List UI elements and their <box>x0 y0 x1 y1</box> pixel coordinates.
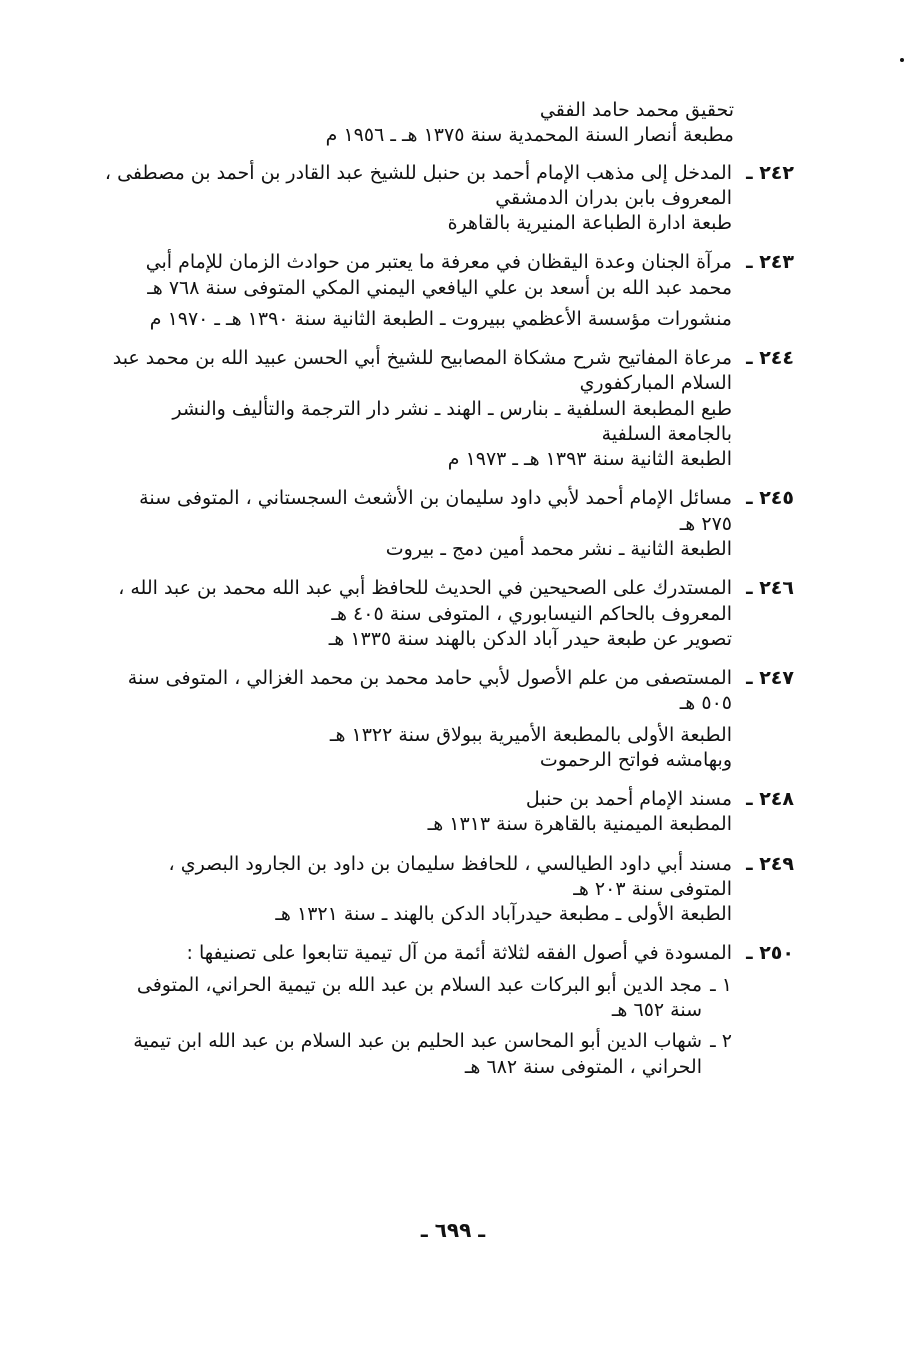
entry-title: مسائل الإمام أحمد لأبي داود سليمان بن الأشعث السجستاني ، المتوفى سنة ٢٧٥ هـ <box>139 487 732 535</box>
bibliography-entry-245 <box>104 486 794 562</box>
intro-line: مطبعة أنصار السنة المحمدية سنة ١٣٧٥ هـ ـ ١٩٥٦ م <box>325 124 734 147</box>
sub-entry-number: ٢ ـ <box>710 1030 732 1053</box>
bibliography-entry-250 <box>104 941 794 1079</box>
sub-entry-text: شهاب الدين أبو المحاسن عبد الحليم بن عبد السلام بن عبد الله ابن تيمية الحراني ، المتوفى سنة ٦٨٢ هـ <box>133 1030 702 1078</box>
entry-title: مسند أبي داود الطيالسي ، للحافظ سليمان بن داود بن الجارود البصري ، المتوفى سنة ٢٠٣ هـ <box>168 852 732 900</box>
entry-number: ٢٤٨ ـ <box>746 788 794 811</box>
entry-number: ٢٤٤ ـ <box>746 347 794 370</box>
entry-number: ٢٤٣ ـ <box>746 251 794 274</box>
entry-edition: الطبعة الثانية ـ نشر محمد أمين دمج ـ بيروت <box>385 537 732 560</box>
sub-entry-number: ١ ـ <box>710 973 732 996</box>
bibliography-entry-242 <box>104 161 794 237</box>
entry-number: ٢٤٩ ـ <box>746 852 794 875</box>
entry-edition: طبع المطبعة السلفية ـ بنارس ـ الهند ـ نشر دار الترجمة والتأليف والنشر بالجامعة السلفية <box>172 397 732 445</box>
entry-note: وبهامشه فواتح الرحموت <box>539 748 732 771</box>
entry-title: المستدرك على الصحيحين في الحديث للحافظ أبي عبد الله محمد بن عبد الله ، المعروف بالحاكم النيسابوري ، المتوفى سنة ٤٠٥ هـ <box>118 577 732 625</box>
entry-edition: منشورات مؤسسة الأعظمي ببيروت ـ الطبعة الثانية سنة ١٣٩٠ هـ ـ ١٩٧٠ م <box>149 307 732 330</box>
bibliography-entry-247 <box>104 666 794 773</box>
entry-title: المسودة في أصول الفقه لثلاثة أئمة من آل تيمية تتابعوا على تصنيفها : <box>186 942 732 965</box>
corner-mark <box>900 58 904 62</box>
entry-title: مسند الإمام أحمد بن حنبل <box>525 788 732 811</box>
entry-number: ٢٤٧ ـ <box>746 667 794 690</box>
bibliography-entry-249 <box>104 852 794 928</box>
sub-entry <box>104 973 732 1024</box>
entry-number: ٢٥٠ ـ <box>746 942 794 965</box>
page-number: ـ ٦٩٩ ـ <box>420 1218 486 1242</box>
entry-edition: طبعة ادارة الطباعة المنيرية بالقاهرة <box>447 212 732 235</box>
sub-entry <box>104 1029 732 1080</box>
intro-line: تحقيق محمد حامد الفقي <box>539 99 734 121</box>
bibliography-entry-248 <box>104 787 794 838</box>
entry-number: ٢٤٢ ـ <box>746 161 794 184</box>
sub-entry-text: مجد الدين أبو البركات عبد السلام بن عبد الله بن تيمية الحراني، المتوفى سنة ٦٥٢ هـ <box>136 973 702 1021</box>
entry-title: مرآة الجنان وعدة اليقظان في معرفة ما يعتبر من حوادث الزمان للإمام أبي محمد عبد الله بن أسعد بن علي اليافعي اليمني المكي المتوفى سنة ٧٦٨ هـ <box>145 251 732 299</box>
bibliography-entry-243 <box>104 250 794 332</box>
entry-title: المدخل إلى مذهب الإمام أحمد بن حنبل للشيخ عبد القادر بن أحمد بن مصطفى ، المعروف بابن بدران الدمشقي <box>104 161 732 209</box>
entry-number: ٢٤٥ ـ <box>746 487 794 510</box>
entry-edition: المطبعة الميمنية بالقاهرة سنة ١٣١٣ هـ <box>427 813 732 836</box>
entry-edition-date: الطبعة الثانية سنة ١٣٩٣ هـ ـ ١٩٧٣ م <box>447 448 732 471</box>
entry-edition: الطبعة الأولى ـ مطبعة حيدرآباد الدكن بالهند ـ سنة ١٣٢١ هـ <box>275 903 732 926</box>
previous-entry-continuation <box>104 98 794 149</box>
bibliography-entry-244 <box>104 346 794 472</box>
entry-edition: تصوير عن طبعة حيدر آباد الدكن بالهند سنة ١٣٣٥ هـ <box>328 627 732 650</box>
bibliography-entry-246 <box>104 576 794 652</box>
entry-edition: الطبعة الأولى بالمطبعة الأميرية ببولاق سنة ١٣٢٢ هـ <box>329 723 732 746</box>
entry-number: ٢٤٦ ـ <box>746 577 794 600</box>
bibliography-list <box>104 98 794 1094</box>
entry-title: المستصفى من علم الأصول لأبي حامد محمد بن محمد الغزالي ، المتوفى سنة ٥٠٥ هـ <box>127 667 732 715</box>
entry-title: مرعاة المفاتيح شرح مشكاة المصابيح للشيخ أبي الحسن عبيد الله بن محمد عبد السلام المباركفوري <box>112 347 732 395</box>
